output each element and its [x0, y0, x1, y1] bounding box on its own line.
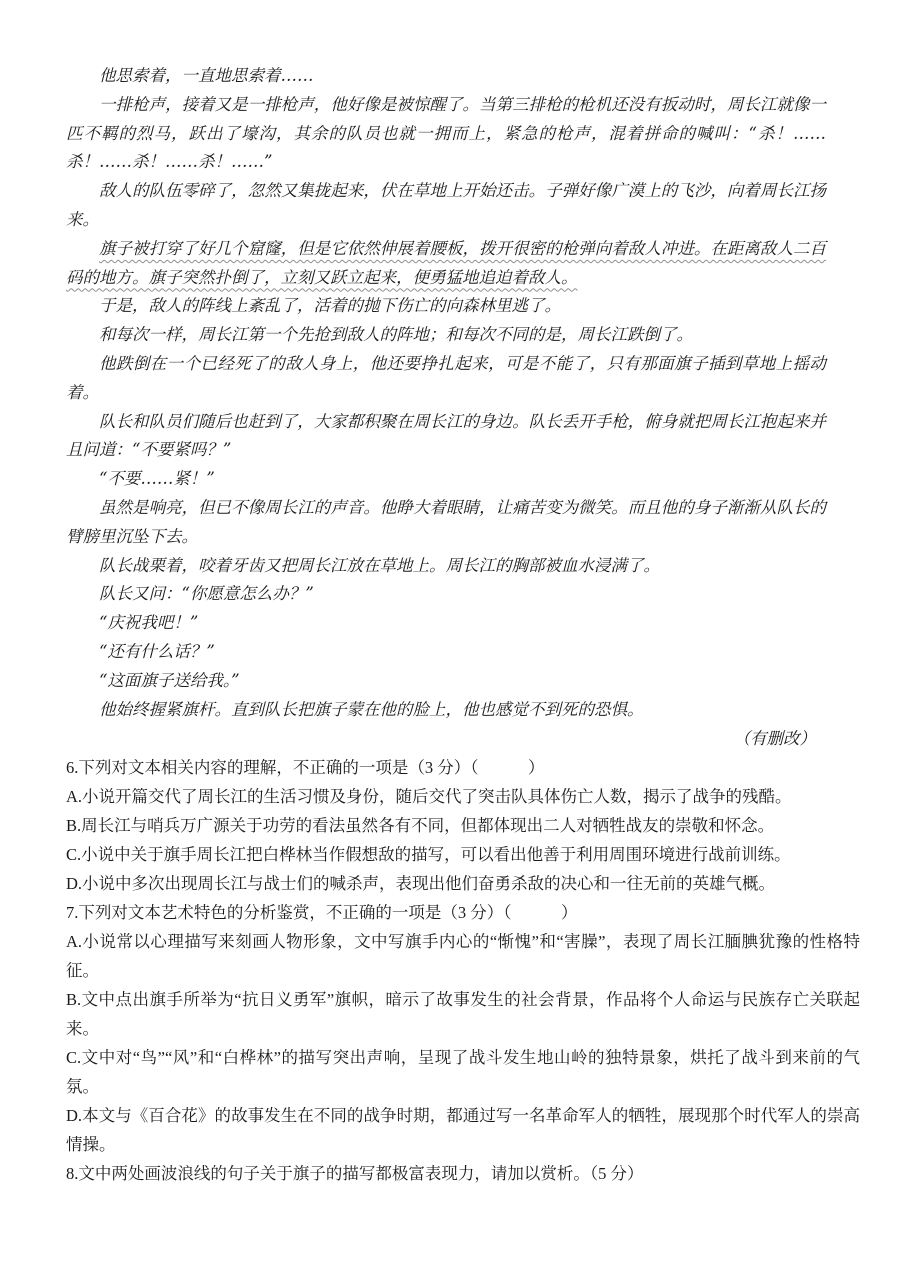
passage-paragraph: 虽然是响亮，但已不像周长江的声音。他睁大着眼睛，让痛苦变为微笑。而且他的身子渐渐从队长的臂膀里沉坠下去。	[66, 497, 826, 546]
passage-paragraph: 他跌倒在一个已经死了的敌人身上，他还要挣扎起来，可是不能了，只有那面旗子插到草地上摇动着。	[66, 353, 826, 402]
option-6C: C.小说中关于旗手周长江把白桦林当作假想敌的描写，可以看出他善于利用周围环境进行战前训练。	[66, 845, 791, 865]
passage-paragraph: “庆祝我吧！”	[99, 613, 199, 633]
reading-passage	[66, 62, 826, 753]
passage-paragraph: 于是，敌人的阵线上紊乱了，活着的抛下伤亡的向森林里逃了。	[99, 296, 561, 316]
passage-paragraph: 敌人的队伍零碎了，忽然又集拢起来，伏在草地上开始还击。子弹好像广漠上的飞沙，向着周长江扬来。	[66, 181, 826, 229]
passage-paragraph: 队长又问：“你愿意怎么办？”	[99, 584, 314, 604]
option-6A: A.小说开篇交代了周长江的生活习惯及身份，随后交代了突击队具体伤亡人数，揭示了战争的残酷。	[66, 787, 792, 807]
passage-paragraph: 队长和队员们随后也赶到了，大家都积聚在周长江的身边。队长丢开手枪，俯身就把周长江抱起来并且问道：“不要紧吗？”	[66, 411, 826, 460]
passage-paragraph: 他思索着，一直地思索着……	[99, 66, 314, 85]
passage-paragraph: “这面旗子送给我。”	[99, 670, 240, 690]
question-7	[66, 898, 860, 1159]
option-6D: D.小说中多次出现周长江与战士们的喊杀声，表现出他们奋勇杀敌的决心和一往无前的英雄气概。	[66, 874, 776, 894]
passage-paragraphs	[66, 62, 826, 724]
question-8	[66, 1159, 860, 1188]
passage-paragraph: “还有什么话？”	[99, 641, 215, 661]
question-6	[66, 753, 860, 898]
question-7-stem: 7.下列对文本艺术特色的分析鉴赏，不正确的一项是（3 分）（ ）	[66, 903, 578, 923]
question-8-stem: 8.文中两处画波浪线的句子关于旗子的描写都极富表现力，请加以赏析。（5 分）	[66, 1164, 644, 1184]
option-7C: C.文中对“鸟”“风”和“白桦林”的描写突出声响，呈现了战斗发生地山岭的独特景象，烘托了战斗到来前的气氛。	[66, 1048, 860, 1097]
passage-paragraph: 队长战栗着，咬着牙齿又把周长江放在草地上。周长江的胸部被血水浸满了。	[99, 555, 660, 575]
option-7D: D.本文与《百合花》的故事发生在不同的战争时期，都通过写一名革命军人的牺牲，展现那个时代军人的崇高情操。	[66, 1106, 860, 1155]
option-7A: A.小说常以心理描写来刻画人物形象，文中写旗手内心的“惭愧”和“害臊”，表现了周长江腼腆犹豫的性格特征。	[66, 932, 860, 981]
option-6B: B.周长江与哨兵万广源关于功劳的看法虽然各有不同，但都体现出二人对牺牲战友的崇敬和怀念。	[66, 816, 775, 836]
passage-paragraph: “不要……紧！”	[99, 469, 215, 489]
option-7B: B.文中点出旗手所举为“抗日义勇军”旗帜，暗示了故事发生的社会背景，作品将个人命运与民族存亡关联起来。	[66, 990, 860, 1039]
questions-section	[66, 753, 860, 1188]
passage-paragraph: 和每次一样，周长江第一个先抢到敌人的阵地；和每次不同的是，周长江跌倒了。	[99, 325, 693, 345]
wavy-underlined-sentence: 旗子被打穿了好几个窟窿，但是它依然伸展着腰板，拨开很密的枪弹向着敌人冲进。在距离敌人二百码的地方。旗子突然扑倒了，立刻又跃立起来，便勇猛地追迫着敌人。	[66, 238, 826, 287]
question-6-stem: 6.下列对文本相关内容的理解，不正确的一项是（3 分）（ ）	[66, 758, 545, 778]
passage-paragraph: 一排枪声，接着又是一排枪声，他好像是被惊醒了。当第三排枪的枪机还没有扳动时，周长江就像一匹不羁的烈马，跃出了壕沟，其余的队员也就一拥而上，紧急的枪声，混着拼命的喊叫：“杀！……杀！……杀！……杀！……”	[66, 94, 826, 172]
source-note: （有删改）	[733, 729, 816, 749]
passage-paragraph: 他始终握紧旗杆。直到队长把旗子蒙在他的脸上，他也感觉不到死的恐惧。	[99, 699, 644, 719]
